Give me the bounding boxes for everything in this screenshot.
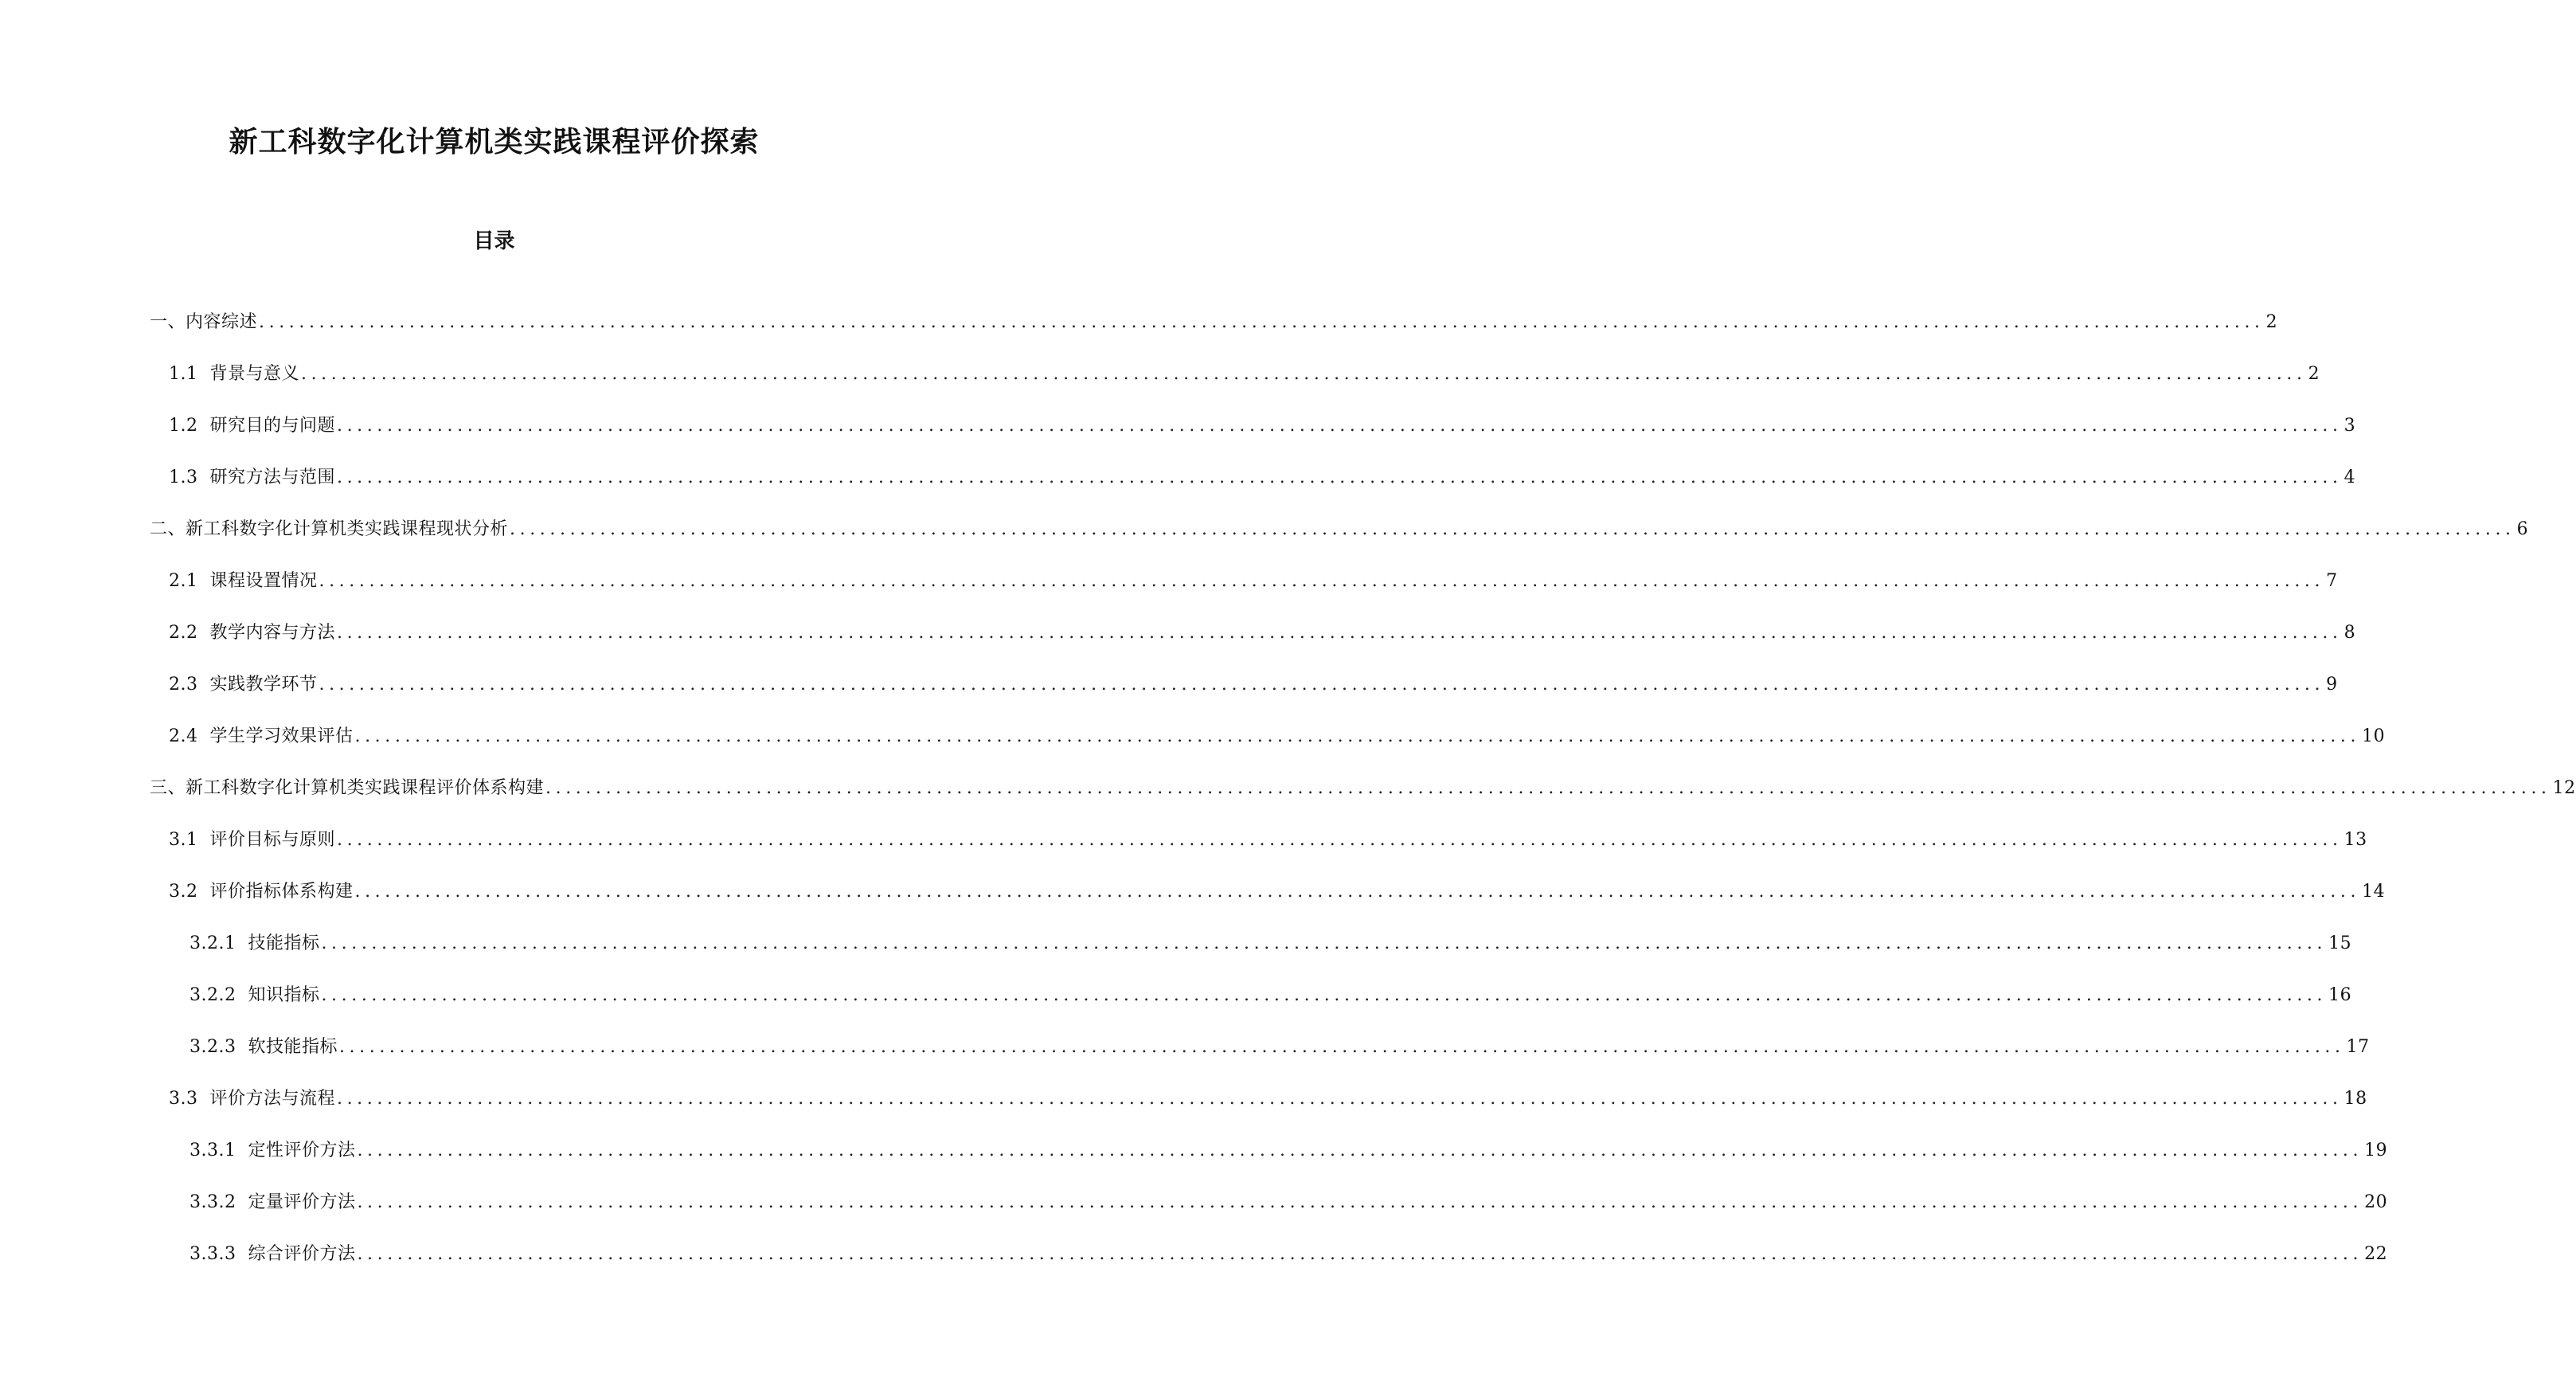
toc-entry[interactable] xyxy=(190,1034,2370,1061)
toc-entry-label: 3.2 评价指标体系构建 xyxy=(169,882,354,902)
toc-entry[interactable] xyxy=(190,1241,2388,1268)
toc-entry-label: 2.3 实践教学环节 xyxy=(169,675,318,695)
dot-leader: ........................................................................................................................................................................................................ xyxy=(319,675,2325,695)
toc-entry-page-number: 2 xyxy=(2265,312,2278,332)
toc-entry-page-number: 16 xyxy=(2328,985,2352,1005)
dot-leader: ........................................................................................................................................................................................................ xyxy=(510,519,2515,539)
toc-entry-label: 2.4 学生学习效果评估 xyxy=(169,726,354,746)
toc-entry[interactable] xyxy=(190,982,2352,1009)
dot-leader: ........................................................................................................................................................................................................ xyxy=(354,726,2361,746)
toc-entry-page-number: 14 xyxy=(2362,882,2386,902)
toc-entry[interactable] xyxy=(169,1086,2367,1113)
dot-leader: ........................................................................................................................................................................................................ xyxy=(336,830,2343,850)
toc-entry-page-number: 8 xyxy=(2343,623,2356,643)
toc-entry[interactable] xyxy=(190,930,2352,957)
toc-entry-label: 二、新工科数字化计算机类实践课程现状分析 xyxy=(150,519,509,539)
toc-entry-page-number: 19 xyxy=(2364,1141,2388,1160)
toc-entry[interactable] xyxy=(169,568,2338,595)
dot-leader: ........................................................................................................................................................................................................ xyxy=(336,468,2343,487)
toc-entry-label: 1.2 研究目的与问题 xyxy=(169,416,335,436)
toc-entry[interactable] xyxy=(169,464,2356,491)
toc-entry-label: 3.2.3 软技能指标 xyxy=(190,1037,338,1057)
toc-entry-page-number: 3 xyxy=(2343,416,2356,436)
dot-leader: ........................................................................................................................................................................................................ xyxy=(336,1089,2343,1109)
dot-leader: ........................................................................................................................................................................................................ xyxy=(321,985,2328,1005)
toc-entry[interactable] xyxy=(150,775,2576,802)
toc-entry[interactable] xyxy=(150,309,2278,336)
toc-entry-page-number: 17 xyxy=(2346,1037,2370,1057)
dot-leader: ........................................................................................................................................................................................................ xyxy=(336,623,2343,643)
dot-leader: ........................................................................................................................................................................................................ xyxy=(321,933,2328,953)
toc-entry[interactable] xyxy=(169,413,2356,440)
toc-entry-label: 3.2.2 知识指标 xyxy=(190,985,320,1005)
toc-entry-label: 3.3.2 定量评价方法 xyxy=(190,1192,356,1212)
toc-entry-label: 1.1 背景与意义 xyxy=(169,364,299,384)
toc-entry-page-number: 13 xyxy=(2343,830,2367,850)
toc-entry-label: 3.3 评价方法与流程 xyxy=(169,1089,335,1109)
toc-entry[interactable] xyxy=(169,671,2338,698)
toc-entry[interactable] xyxy=(169,879,2386,906)
toc-entry-page-number: 12 xyxy=(2552,778,2576,798)
toc-entry-label: 1.3 研究方法与范围 xyxy=(169,468,335,487)
toc-entry-page-number: 2 xyxy=(2308,364,2320,384)
toc-entry[interactable] xyxy=(169,620,2356,647)
toc-entry[interactable] xyxy=(169,361,2320,388)
dot-leader: ........................................................................................................................................................................................................ xyxy=(357,1192,2363,1212)
dot-leader: ........................................................................................................................................................................................................ xyxy=(300,364,2307,384)
toc-entry-label: 3.3.1 定性评价方法 xyxy=(190,1141,356,1160)
toc-entry[interactable] xyxy=(150,516,2529,543)
toc-entry-page-number: 10 xyxy=(2362,726,2386,746)
toc-entry-page-number: 9 xyxy=(2326,675,2338,695)
toc-entry[interactable] xyxy=(190,1137,2388,1164)
toc-entry-label: 一、内容综述 xyxy=(150,312,258,332)
dot-leader: ........................................................................................................................................................................................................ xyxy=(336,416,2343,436)
toc-entry-page-number: 7 xyxy=(2326,571,2338,591)
toc-entry-label: 3.1 评价目标与原则 xyxy=(169,830,335,850)
dot-leader: ........................................................................................................................................................................................................ xyxy=(259,312,2265,332)
toc-entry-label: 三、新工科数字化计算机类实践课程评价体系构建 xyxy=(150,778,545,798)
dot-leader: ........................................................................................................................................................................................................ xyxy=(357,1244,2363,1264)
toc-entry-label: 3.3.3 综合评价方法 xyxy=(190,1244,356,1264)
dot-leader: ........................................................................................................................................................................................................ xyxy=(338,1037,2345,1057)
toc-entry-page-number: 4 xyxy=(2343,468,2356,487)
toc-entry-page-number: 18 xyxy=(2343,1089,2367,1109)
dot-leader: ........................................................................................................................................................................................................ xyxy=(357,1141,2363,1160)
toc-entry[interactable] xyxy=(169,723,2386,750)
toc-entry[interactable] xyxy=(169,827,2367,854)
toc-entry-label: 2.1 课程设置情况 xyxy=(169,571,318,591)
toc-heading: 目录 xyxy=(473,229,515,253)
toc-entry-label: 2.2 教学内容与方法 xyxy=(169,623,335,643)
toc-entry-page-number: 20 xyxy=(2364,1192,2388,1212)
toc-entry-page-number: 6 xyxy=(2516,519,2529,539)
toc-entry-page-number: 15 xyxy=(2328,933,2352,953)
document-title: 新工科数字化计算机类实践课程评价探索 xyxy=(229,125,760,158)
toc-entry[interactable] xyxy=(190,1189,2388,1216)
dot-leader: ........................................................................................................................................................................................................ xyxy=(545,778,2551,798)
toc-entry-label: 3.2.1 技能指标 xyxy=(190,933,320,953)
toc-entry-page-number: 22 xyxy=(2364,1244,2388,1264)
dot-leader: ........................................................................................................................................................................................................ xyxy=(354,882,2361,902)
dot-leader: ........................................................................................................................................................................................................ xyxy=(319,571,2325,591)
